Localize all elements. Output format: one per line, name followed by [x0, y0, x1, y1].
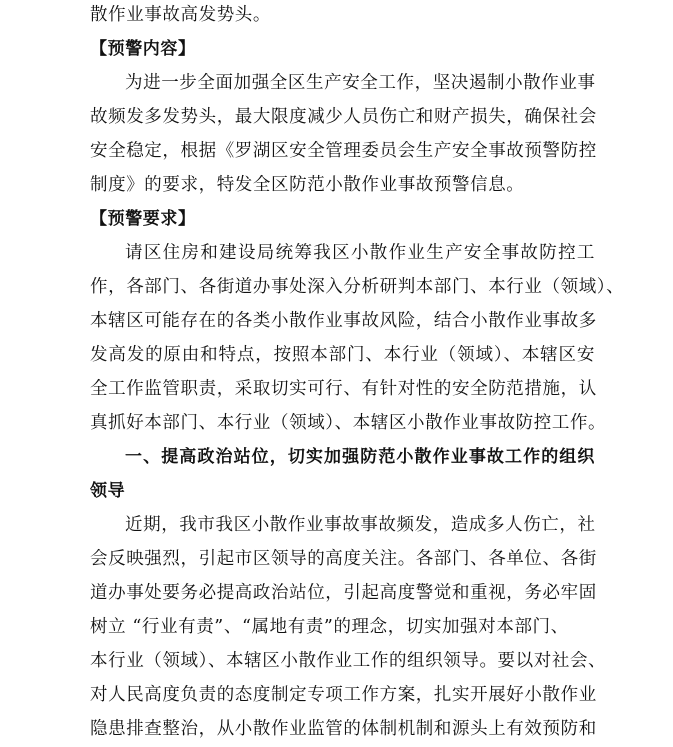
- paragraph-line: 故频发多发势头，最大限度减少人员伤亡和财产损失，确保社会: [90, 107, 597, 127]
- section-heading-one-continued: 领导: [90, 481, 126, 501]
- paragraph-line: 为进一步全面加强全区生产安全工作，坚决遏制小散作业事: [125, 73, 596, 93]
- paragraph-line: 隐患排查整治，从小散作业监管的体制机制和源头上有效预防和: [90, 719, 597, 739]
- paragraph-line: 树立 “行业有责”、“属地有责”的理念，切实加强对本部门、: [90, 617, 569, 637]
- paragraph-line: 会反映强烈，引起市区领导的高度关注。各部门、各单位、各街: [90, 549, 597, 569]
- paragraph-line: 本行业（领域）、本辖区小散作业工作的组织领导。要以对社会、: [90, 651, 607, 671]
- paragraph-line: 本辖区可能存在的各类小散作业事故风险，结合小散作业事故多: [90, 311, 597, 331]
- paragraph-line: 对人民高度负责的态度制定专项工作方案，扎实开展好小散作业: [90, 685, 597, 705]
- paragraph-line: 真抓好本部门、本行业（领域）、本辖区小散作业事故防控工作。: [90, 413, 607, 433]
- section-heading-warning-content: 【预警内容】: [90, 39, 196, 59]
- paragraph-line: 近期，我市我区小散作业事故事故频发，造成多人伤亡，社: [125, 515, 596, 535]
- paragraph-line: 请区住房和建设局统筹我区小散作业生产安全事故防控工: [125, 243, 595, 263]
- paragraph-line: 作，各部门、各街道办事处深入分析研判本部门、本行业（领域）、: [90, 277, 625, 297]
- paragraph-line: 制度》的要求，特发全区防范小散作业事故预警信息。: [90, 175, 525, 195]
- paragraph-line: 散作业事故高发势头。: [90, 5, 271, 25]
- paragraph-line: 道办事处要务必提高政治站位，引起高度警觉和重视，务必牢固: [90, 583, 597, 603]
- paragraph-line: 全工作监管职责，采取切实可行、有针对性的安全防范措施，认: [90, 379, 597, 399]
- paragraph-line: 发高发的原由和特点，按照本部门、本行业（领域）、本辖区安: [90, 345, 595, 365]
- paragraph-line: 安全稳定，根据《罗湖区安全管理委员会生产安全事故预警防控: [90, 141, 597, 161]
- section-heading-warning-requirements: 【预警要求】: [90, 209, 196, 229]
- section-heading-one: 一、提高政治站位，切实加强防范小散作业事故工作的组织: [125, 447, 595, 467]
